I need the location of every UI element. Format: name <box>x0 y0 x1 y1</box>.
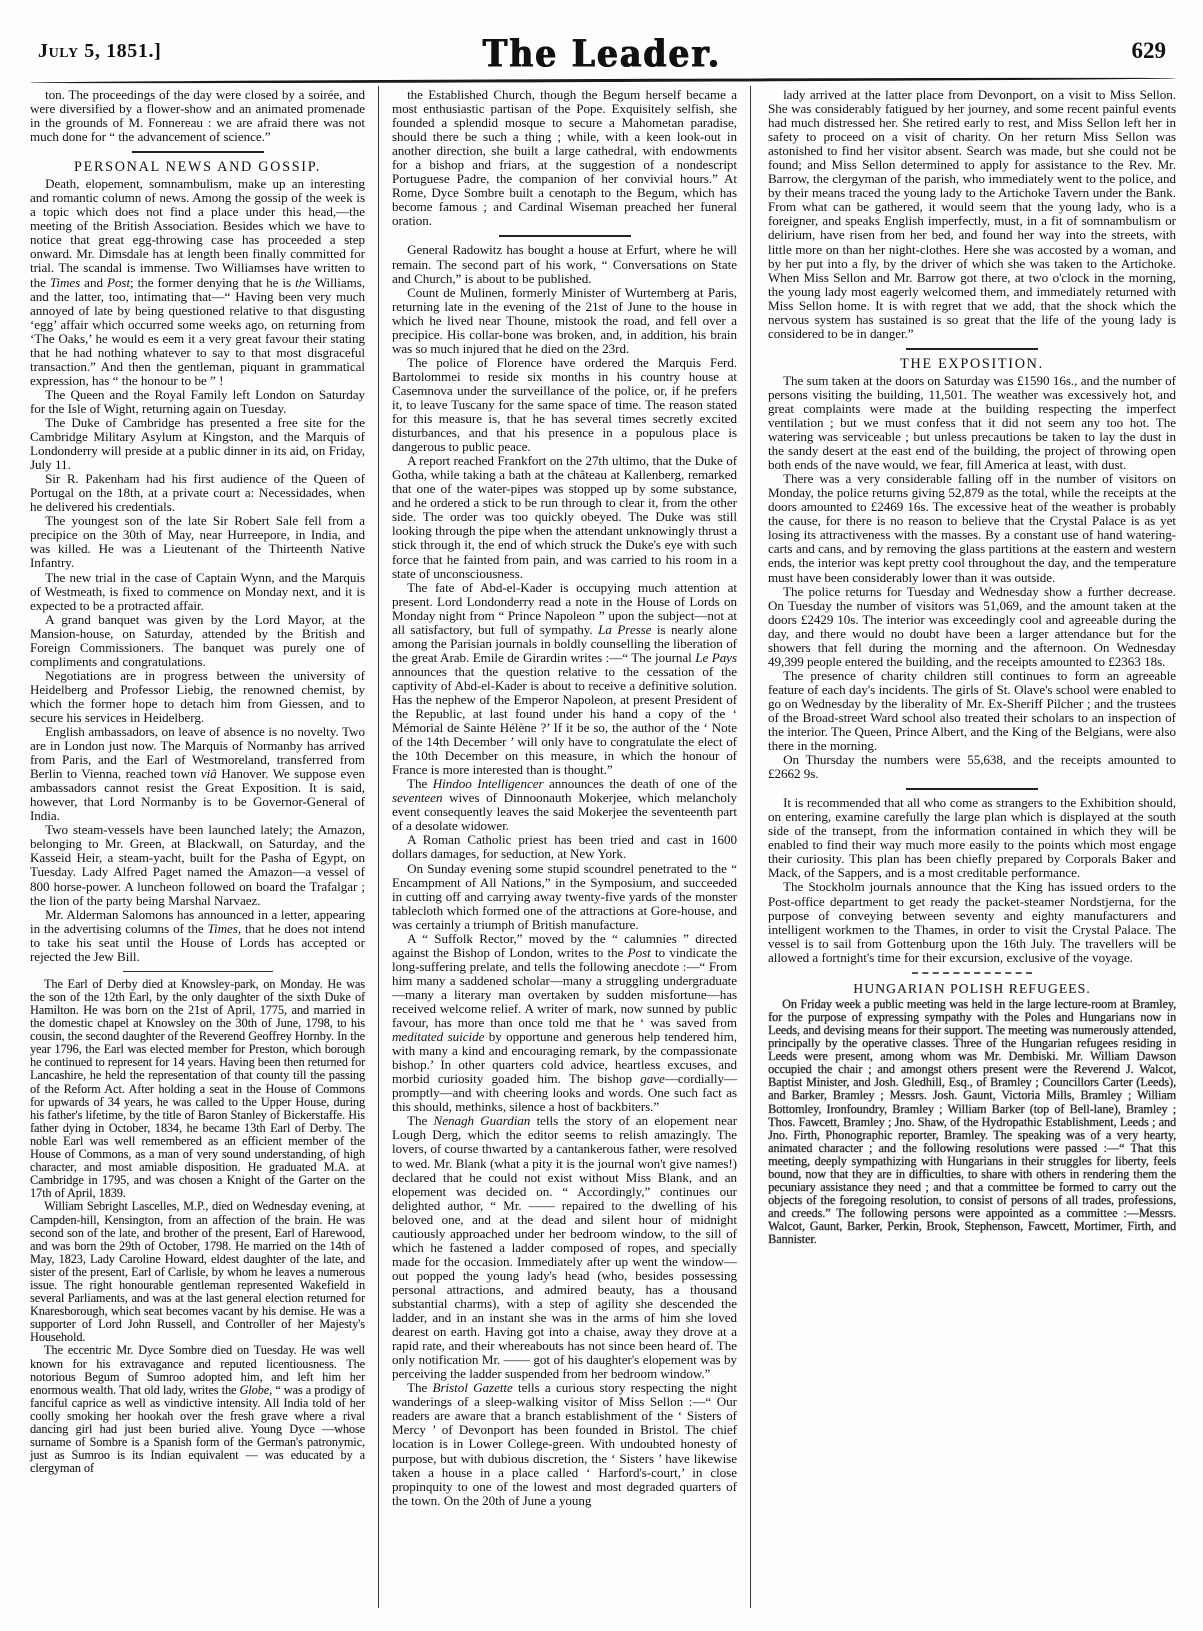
body-paragraph: The Hindoo Intelligencer announces the death of one of the seventeen wives of Dinnoonauth Mokerjee, which melancholy event consequently leaves the said Mokerjee the seventeenth part of a desolate widower. <box>392 776 738 834</box>
col2-body <box>392 243 737 1507</box>
body-paragraph: lady arrived at the latter place from Devonport, on a visit to Miss Sellon. She was considerably fatigued by her journey, and some recent painful events had much distressed her. She retired early to rest, and Miss Sellon left her in safety to proceed on a visit of charity. On her return Miss Sellon was astonished to find her visitor absent. Search was made, but she could not be found; and Miss Sellon determined to apply for assistance to the Rev. Mr. Barrow, the clergyman of the parish, who immediately went to the police, and by their means traced the young lady to the Artichoke Tavern under the Bank. From what can be gathered, it would seem that the young lady, who is a foreigner, and speaks English imperfectly, must, in a fit of somnambulism or delirium, have risen from her bed, and found her way into the streets, with little more on than her night-clothes. Here she was accosted by a woman, and by her put into a fly, by the driver of which she was taken to the Artichoke. When Miss Sellon and Mr. Barrow got there, at two o'clock in the morning, the young lady most eagerly welcomed them, and immediately returned with Miss Sellon home. It is with regret that we add, that the shock which the nervous system has sustained is so great that the life of the young lady is considered to be in danger.” <box>768 87 1176 341</box>
body-paragraph: Negotiations are in progress between the university of Heidelberg and Professor Liebig, the renowned chemist, by which the former hope to detach him from Giessen, and to secure his services in Heidelberg. <box>30 667 365 725</box>
body-paragraph: The fate of Abd-el-Kader is occupying much attention at present. Lord Londonderry read a note in the House of Lords on Monday night from “ Prince Napoleon ” upon the subject—not at all satisfactory, but full of sympathy. La Presse is nearly alone among the Parisian journals in boldly counselling the liberation of the great Arab. Emile de Girardin writes :—“ The journal Le Pays announces that the question relative to the cessation of the captivity of Abd-el-Kader is about to receive a definitive solution. Has the nephew of the Emperor Napoleon, at present President of the Republic, at last found under his hand a copy of the ‘ Mémorial de Sainte Hélène ?’ If it be so, the author of the ‘ Note of the 14th December ’ will only have to congratulate the elect of the 10th December on this measure, in which the honour of France is more interested than is thought.” <box>392 579 737 778</box>
section-heading-hungarian-refugees: HUNGARIAN POLISH REFUGEES. <box>853 980 1091 996</box>
post-exposition-divider <box>906 788 1038 790</box>
paper-title: The Leader. <box>482 31 722 76</box>
exposition-divider <box>906 348 1038 350</box>
obituary-divider <box>123 971 273 972</box>
column-container <box>30 88 1176 1608</box>
section-heading-personal-news: PERSONAL NEWS AND GOSSIP. <box>74 159 321 176</box>
body-paragraph: There was a very considerable falling off in the number of visitors on Monday, the police returns giving 52,879 as the total, while the receipts at the doors amounted to £2469 16s. The excessive heat of the weather is probably the cause, for there is no reason to believe that the Crystal Palace is as yet losing its attractiveness with the masses. By a constant use of hand watering-carts and cans, and by removing the glass partitions at the eastern and western ends, the interior was kept pretty cool throughout the day, and the temperature must have been considerably lower than it was outside. <box>768 471 1176 585</box>
body-paragraph: Death, elopement, somnambulism, make up an interesting and romantic column of news. Among the gossip of the week is a topic which does not find a place under this head,—the meeting of the British Association. Besides which we have to notice that great egg-throwing case has proceeded a step onward. Mr. Dimsdale has at length been finally committed for trial. The scandal is immense. Two Williamses have written to the Times and Post; the former denying that he is the Williams, and the latter, too, intimating that—“ Having been very much annoyed of late by being questioned relative to that disgusting ‘egg’ affair which occurred some weeks ago, on returning from ‘The Oaks,’ he would es eem it a very great favour their stating that he had nothing whatever to say to that most disgraceful transaction.” And then the gentleman, piquant in grammatical expression, has “ the honour to be ” ! <box>30 176 365 388</box>
body-paragraph: It is recommended that all who come as strangers to the Exhibition should, on entering, examine carefully the large plan which is displayed at the south side of the transept, from the information contained in which they will be enabled to find their way much more easily to the points which most engage their curiosity. This plan has been chiefly prepared by Corporals Baker and Mack, of the Sappers, and is a most creditable performance. <box>768 795 1176 881</box>
body-paragraph: Two steam-vessels have been launched lately; the Amazon, belonging to Mr. Green, at Blackwall, on Saturday, and the Kasseid Heir, a steam-yacht, built for the Pasha of Egypt, on Tuesday. Lady Alfred Paget named the Amazon—a vessel of 800 horse-power. A luncheon followed on board the Trafalgar ; the lion of the party being Marshal Narvaez. <box>30 822 365 908</box>
col2-divider <box>499 235 631 237</box>
body-paragraph: A Roman Catholic priest has been tried and cast in 1600 dollars damages, for seduction, at New York. <box>392 832 737 862</box>
section-divider <box>132 151 264 153</box>
body-paragraph: The Queen and the Royal Family left London on Saturday for the Isle of Wight, returning again on Tuesday. <box>30 386 365 416</box>
exposition-body <box>768 374 1176 781</box>
issue-date: July 5, 1851.] <box>38 40 162 62</box>
page-number: 629 <box>1131 38 1166 63</box>
column-two <box>378 88 750 1608</box>
column-three <box>750 88 1176 1608</box>
body-paragraph: The youngest son of the late Sir Robert Sale fell from a precipice on the 30th of May, near Hurreepore, in India, and was killed. He was a Lieutenant of the Thirteenth Native Infantry. <box>30 513 365 571</box>
body-paragraph: William Sebright Lascelles, M.P., died on Wednesday evening, at Campden-hill, Kensington, from an affection of the brain. He was second son of the late, and brother of the present, Earl of Harewood, and was born the 29th of October, 1798. He married on the 14th of May, 1823, Lady Caroline Howard, eldest daughter of the late, and sister of the present, Earl of Carlisle, by whom he leaves a numerous issue. The right honourable gentleman represented Wakefield in several Parliaments, and was at the last general election returned for Knaresborough, which seat becomes vacant by his demise. He was a supporter of Lord John Russell, and Controller of her Majesty's Household. <box>30 1199 365 1345</box>
body-paragraph: Count de Mulinen, formerly Minister of Wurtemberg at Paris, returning late in the evening of the 21st of June to the house in which he lived near Thoune, mistook the road, and fell over a precipice. His collar-bone was broken, and, in addition, his brain was so much injured that he died on the 23rd. <box>392 284 737 356</box>
body-paragraph: The Stockholm journals announce that the King has issued orders to the Post-office department to get ready the packet-steamer Nordstjerna, for the purpose of conveying between seventy and eighty manufacturers and intelligent workmen to the Thames, in order to visit the Crystal Palace. The vessel is to sail from Gottenburg upon the 16th July. The travellers will be allowed a fortnight's time for their excursion, exclusive of the voyage. <box>768 879 1176 965</box>
body-paragraph: The Earl of Derby died at Knowsley-park, on Monday. He was the son of the 12th Earl, by the only daughter of the sixth Duke of Hamilton. He was born on the 21st of April, 1775, and married in the domestic chapel at Knowsley on the 30th of June, 1798, to his cousin, the second daughter of the Reverend Geoffrey Hornby. In the year 1796, the Earl was elected member for Preston, which borough he continued to represent for 14 years. Having been then returned for Lancashire, he held the representation of that county till the passing of the Reform Act. After holding a seat in the House of Commons for upwards of 34 years, he was called to the Upper House, during his father's lifetime, by the title of Baron Stanley of Bickerstaffe. His father dying in October, 1834, he became 13th Earl of Derby. The noble Earl was well remembered as an efficient member of the House of Commons, as a man of very sound understanding, of high character, and most amiable disposition. He graduated M.A. at Cambridge in 1795, and was chosen a Knight of the Garter on the 17th of April, 1839. <box>30 976 365 1201</box>
body-paragraph: The Nenagh Guardian tells the story of an elopement near Lough Derg, which the editor seems to relish amazingly. The lovers, of course thwarted by a cantankerous father, were resolved to wed. Mr. Blank (what a pity it is the journal won't give names!) declared that he could not exist without Miss Blank, and an elopement was decided on. “ Accordingly,” continues our delighted author, “ Mr. —— repaired to the dwelling of his beloved one, and at the dead and silent hour of midnight cautiously approached under her bedroom window, to the sill of which he fastened a ladder composed of ropes, and specially made for the occasion. Immediately after up went the window—out popped the young lady's head (who, besides possessing personal attractions, and admired beauty, has a thousand substantial charms), with a step of agility she descended the ladder, and in an instant she was in the arms of him she loved dearest on earth. Having got into a chaise, away they drove at a rapid rate, and their whereabouts has not since been heard of. The only notification Mr. —— got of his daughter's elopement was by perceiving the ladder suspended from her bedroom window.” <box>392 1113 738 1382</box>
body-paragraph: Sir R. Pakenham had his first audience of the Queen of Portugal on the 18th, at a private court a: Necessidades, when he delivered his credentials. <box>30 471 365 515</box>
body-paragraph: The police of Florence have ordered the Marquis Ferd. Bartolommei to reside six months in his country house at Casemnova under the surveillance of the police, or, if he prefers it, to leave Tuscany for the same space of time. The reason stated for this measure is, that he has several times secretly excited disturbances, and that his presence in a populous place is dangerous to public peace. <box>392 354 737 455</box>
col3-intro <box>768 88 1176 341</box>
body-paragraph: The new trial in the case of Captain Wynn, and the Marquis of Westmeath, is fixed to commence on Monday next, and it is expected to be a protracted affair. <box>30 569 365 613</box>
masthead <box>38 31 1166 76</box>
body-paragraph: the Established Church, though the Begum herself became a most enthusiastic partisan of the Pope. Exquisitely selfish, she founded a splendid mosque to secure a Mahometan paradise, should there be such a thing ; while, with a keen look-out in another direction, she built a large cathedral, with endowments for a bishop and friars, at the suggestion of a nondescript Portuguese Padre, the companion of her convivial hours.” At Rome, Dyce Sombre built a cenotaph to the Begum, which has become famous ; and Cardinal Wiseman preached her funeral oration. <box>392 87 737 229</box>
hungarian-body <box>768 998 1176 1247</box>
body-paragraph: A “ Suffolk Rector,” moved by the “ calumnies ” directed against the Bishop of London, writes to the Post to vindicate the long-suffering prelate, and tells the following anecdote :—“ From him many a saddened scholar—many a struggling undergraduate—many a literary man overtaken by sudden misfortune—has received welcome relief. A writer of mark, now sunned by public favour, has more than once told me that he ‘ was saved from meditated suicide by opportune and generous help tendered him, with many a kind and encouraging remark, by the compassionate bishop.’ In other quarters cold advice, heartless excuses, and morbid curiosity goaded him. The bishop gave—cordially—promptly—and with cheering looks and words. One such fact as this should, methinks, silence a host of backbiters.” <box>392 930 737 1115</box>
body-paragraph: The Bristol Gazette tells a curious story respecting the night wanderings of a sleep-walking visitor of Miss Sellon :—“ Our readers are aware that a branch establishment of the ‘ Sisters of Mercy ’ of Devonport has been founded in Bristol. The chief location is in Lower College-green. With undoubted honesty of purpose, but with dubious discretion, the ‘ Sisters ’ have likewise taken a house in a place called ‘ Harford's-court,’ in close propinquity to one of the lowest and most degraded quarters of the town. On the 20th of June a young <box>392 1380 737 1508</box>
header-rule <box>30 77 1176 84</box>
column-one <box>30 88 378 1608</box>
body-paragraph: General Radowitz has bought a house at Erfurt, where he will remain. The second part of his work, “ Conversations on State and Church,” is about to be published. <box>392 242 737 286</box>
body-paragraph: Mr. Alderman Salomons has announced in a letter, appearing in the advertising columns of the Times, that he does not intend to take his seat until the House of Lords has accepted or rejected the Jew Bill. <box>30 906 365 964</box>
body-paragraph: On Sunday evening some stupid scoundrel penetrated to the “ Encampment of All Nations,” in the Symposium, and succeeded in cutting off and carrying away twenty-five yards of the monster tablecloth which formed one of the attractions at Gore-house, and was certainly a triumph of British manufacture. <box>392 860 737 932</box>
body-paragraph: On Thursday the numbers were 55,638, and the receipts amounted to £2662 9s. <box>768 752 1176 782</box>
body-paragraph: On Friday week a public meeting was held in the large lecture-room at Bramley, for the purpose of expressing sympathy with the Poles and Hungarians now in Leeds, and devising means for their support. The meeting was numerously attended, principally by the operative classes. Three of the Hungarian refugees residing in Leeds were present, among whom was Mr. Dembiski. Mr. William Dawson occupied the chair ; and amongst others present were the Reverend J. Walcot, Baptist Minister, and Josh. Gledhill, Esq., of Bramley ; Councillors Carter (Leeds), and Barker, Bramley ; Messrs. Josh. Gaunt, Victoria Mills, Bramley ; William Bottomley, Ironfoundry, Bramley ; William Barker (top of Bell-lane), Bramley ; Thos. Fawcett, Bramley ; Jno. Shaw, of the Hydropathic Establishment, Leeds ; and Jno. Firth, Phonographic reporter, Bramley. The speaking was of a very hearty, animated character ; and the following resolutions were passed :—“ That this meeting, deeply sympathizing with Hungarians in their struggles for liberty, feels bound, now that they are in difficulties, to share with others in rendering them the pecuniary assistance they need ; and that a committee be formed to carry out the objects of the foregoing resolution, to consist of persons of all trades, professions, and creeds.” The following persons were appointed as a committee :—Messrs. Walcot, Gaunt, Barker, Perkin, Brook, Stephenson, Fawcett, Mortimer, Firth, and Bannister. <box>768 996 1176 1247</box>
body-paragraph: English ambassadors, on leave of absence is no novelty. Two are in London just now. The Marquis of Normanby has arrived from Paris, and the Earl of Westmoreland, transferred from Berlin to Vienna, reached town viâ Hanover. We suppose even ambassadors cannot resist the Great Exposition. It is said, however, that Lord Normanby is to be Governor-General of India. <box>30 724 366 824</box>
col1-obituaries <box>30 978 365 1476</box>
body-paragraph: The police returns for Tuesday and Wednesday show a further decrease. On Tuesday the number of visitors was 51,069, and the amount taken at the doors £2429 10s. The interior was exceedingly cool and agreeable during the day, and there would no doubt have been a larger attendance but for the showers that fell during the morning and the afternoon. On Wednesday 49,399 people entered the building, and the receipts amounted to £2363 18s. <box>768 583 1176 669</box>
exposition-notes <box>768 796 1176 965</box>
hungarian-divider <box>912 972 1032 974</box>
body-paragraph: The Duke of Cambridge has presented a free site for the Cambridge Military Asylum at Kingston, and the Marquis of Londonderry will preside at a public dinner in its aid, on Friday, July 11. <box>30 414 365 473</box>
col2-top <box>392 88 737 228</box>
body-paragraph: A report reached Frankfort on the 27th ultimo, that the Duke of Gotha, while taking a bath at the château at Kallenberg, remarked that one of the water-pipes was stopped up by some substance, and he ordered a stick to be run through to clear it, from the other side. The order was too quickly obeyed. The Duke was still looking through the pipe when the attendant unknowingly thrust a stick through it, the end of which struck the Duke's eye with such force that he fainted from pain, and was carried to his room in a state of unconsciousness. <box>392 453 737 581</box>
continuation-paragraph: ton. The proceedings of the day were closed by a soirée, and were diversified by a flower-show and an animated promenade in the grounds of M. Fonnereau : we are afraid there was not much done for “ the advancement of science.” <box>30 87 365 145</box>
body-paragraph: The presence of charity children still continues to form an agreeable feature of each day's incidents. The girls of St. Olave's school were enabled to go on Wednesday by the liberality of Mr. Ex-Sheriff Pilcher ; and the trustees of the Broad-street Ward school also treated their scholars to an inspection of the interior. The Queen, Prince Albert, and the King of the Belgians, were also there in the morning. <box>768 667 1176 754</box>
col1-body <box>30 177 365 964</box>
section-heading-exposition: THE EXPOSITION. <box>900 355 1044 372</box>
body-paragraph: The eccentric Mr. Dyce Sombre died on Tuesday. He was well known for his extravagance and reputed licentiousness. The notorious Begum of Sumroo adopted him, and left him her enormous wealth. That old lady, writes the Globe, “ was a prodigy of fanciful caprice as well as vindictive intensity. All India told of her coolly smoking her hookah over the fresh grave where a rival dancing girl had just been buried alive. Young Dyce —whose surname of Sombre is a Spanish form of the German's patronymic, just as Sumroo is its Indian equivalent — was educated by a clergyman of <box>30 1343 365 1476</box>
body-paragraph: The sum taken at the doors on Saturday was £1590 16s., and the number of persons visiting the building, 11,501. The weather was excessively hot, and great complaints were made at the building respecting the imperfect ventilation ; but we must confess that it did not seem any too hot. The watering was serviceable ; but unless precautions be taken to lay the dust in the sandy desert at the east end of the building, the project of throwing open both ends of the nave would, we fear, fill America at least, with dust. <box>768 372 1176 473</box>
body-paragraph: A grand banquet was given by the Lord Mayor, at the Mansion-house, on Saturday, attended by the British and Foreign Commissioners. The banquet was purely one of compliments and congratulations. <box>30 611 365 669</box>
